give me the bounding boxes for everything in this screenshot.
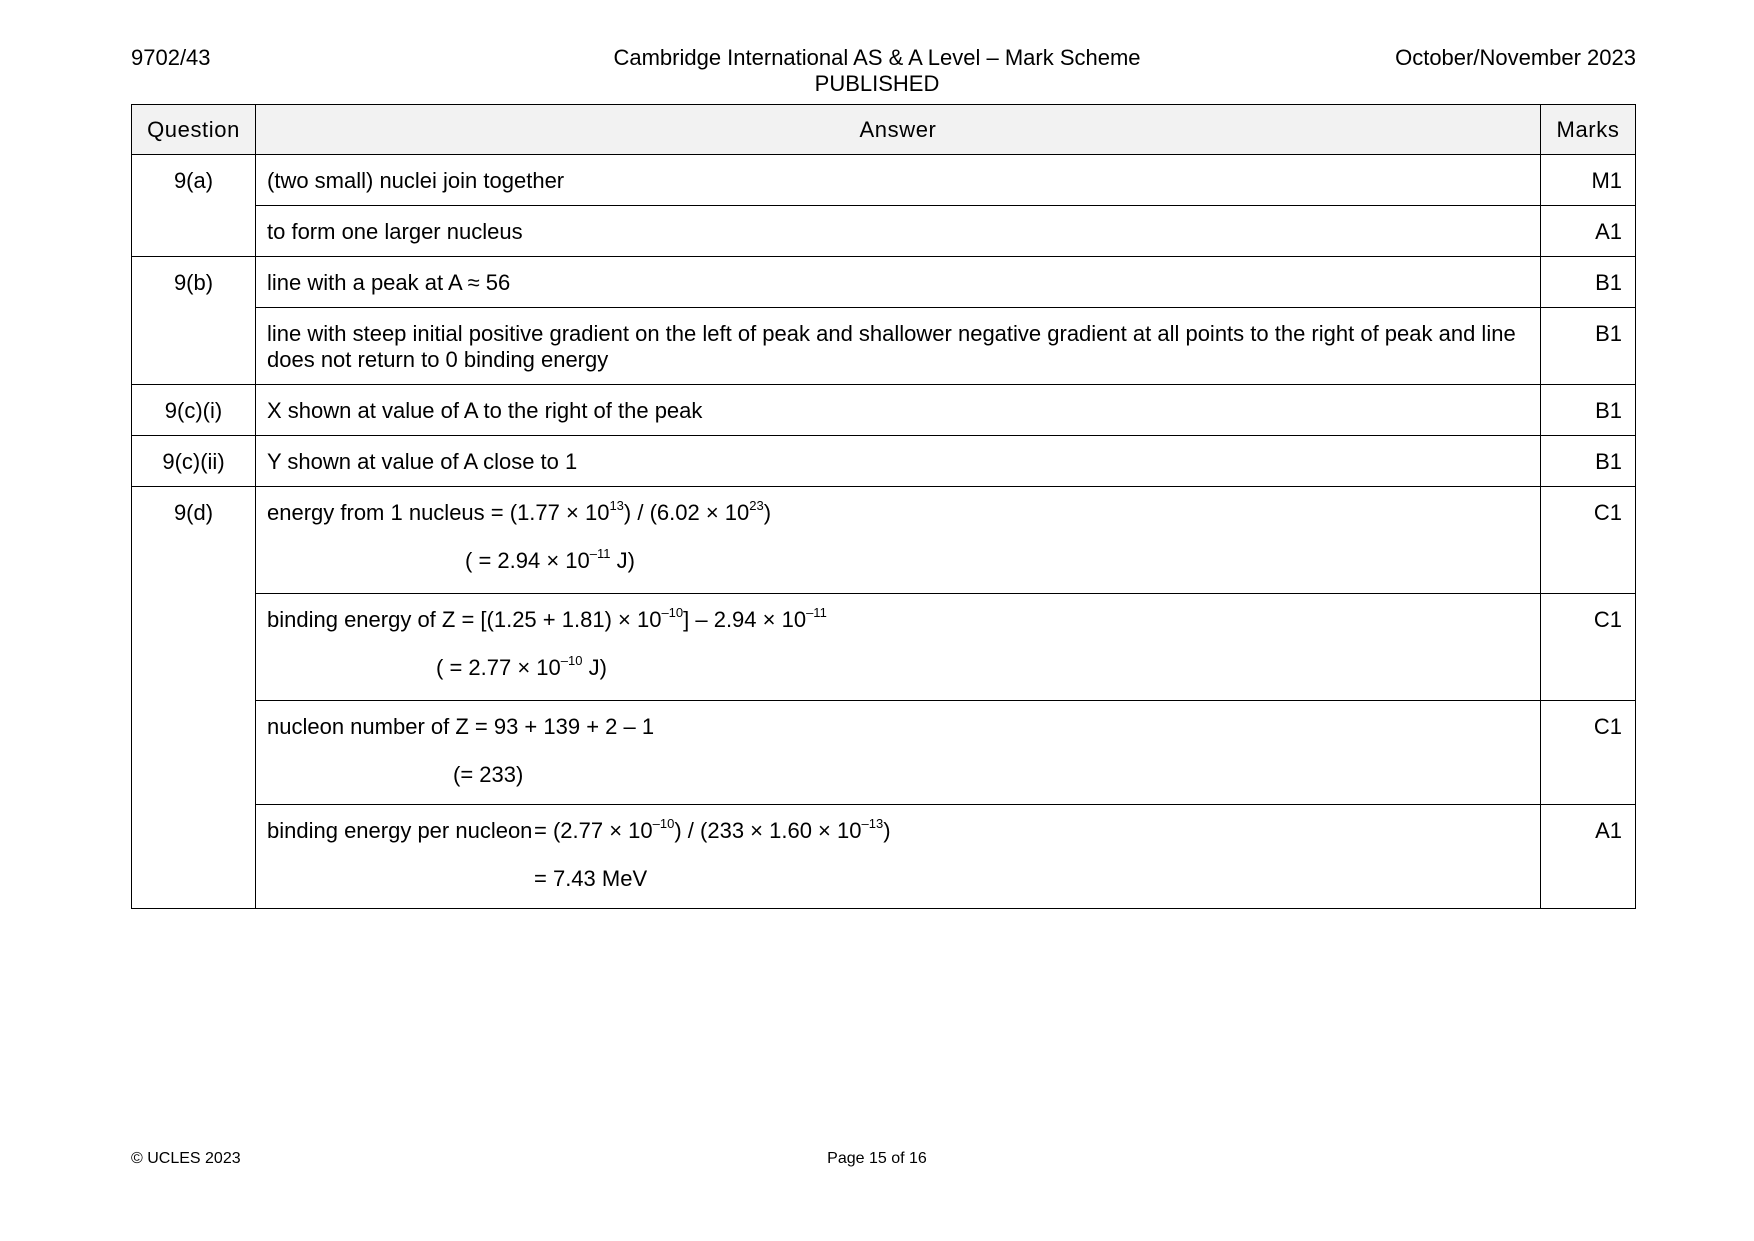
answer-part: ( = 2.94 × 10 bbox=[465, 548, 590, 573]
answer-part: ] – 2.94 × 10 bbox=[683, 607, 807, 632]
answer-part: binding energy of Z = [(1.25 + 1.81) × 10 bbox=[267, 607, 662, 632]
mark-value: M1 bbox=[1541, 155, 1636, 206]
mark-value: A1 bbox=[1541, 206, 1636, 257]
table-row bbox=[132, 594, 1636, 701]
answer-line bbox=[267, 545, 1528, 574]
answer-text: line with a peak at A ≈ 56 bbox=[256, 257, 1541, 308]
table-row bbox=[132, 206, 1636, 257]
answer-text bbox=[256, 701, 1541, 805]
mark-value: C1 bbox=[1541, 487, 1636, 594]
document-subtitle: PUBLISHED bbox=[814, 71, 940, 96]
exponent: –10 bbox=[661, 604, 684, 620]
answer-part: energy from 1 nucleus = (1.77 × 10 bbox=[267, 500, 610, 525]
mark-value: B1 bbox=[1541, 436, 1636, 487]
exponent: –10 bbox=[652, 815, 675, 831]
answer-text: line with steep initial positive gradient on the left of peak and shallower negative gradient at all points to the right of peak and line does not return to 0 binding energy bbox=[256, 308, 1541, 385]
table-header-row bbox=[132, 105, 1636, 155]
exam-session: October/November 2023 bbox=[1395, 45, 1636, 70]
copyright-notice: © UCLES 2023 bbox=[131, 1150, 241, 1167]
answer-line bbox=[267, 652, 1528, 681]
marks-header: Marks bbox=[1541, 105, 1636, 155]
answer-line: = 7.43 MeV bbox=[534, 866, 648, 891]
answer-header: Answer bbox=[256, 105, 1541, 155]
answer-part: = (2.77 × 10 bbox=[534, 818, 653, 843]
paper-code: 9702/43 bbox=[131, 45, 211, 70]
question-label: 9(b) bbox=[132, 257, 256, 385]
table-row bbox=[132, 487, 1636, 594]
table-row bbox=[132, 701, 1636, 805]
answer-part: ) bbox=[763, 500, 772, 525]
answer-line: nucleon number of Z = 93 + 139 + 2 – 1 bbox=[267, 714, 655, 739]
mark-value: C1 bbox=[1541, 701, 1636, 805]
answer-text bbox=[256, 805, 1541, 909]
exponent: 23 bbox=[749, 497, 764, 513]
answer-part: J) bbox=[582, 655, 607, 680]
answer-text: X shown at value of A to the right of the peak bbox=[256, 385, 1541, 436]
question-header: Question bbox=[132, 105, 256, 155]
exponent: –13 bbox=[861, 815, 884, 831]
answer-part: J) bbox=[610, 548, 635, 573]
mark-value: A1 bbox=[1541, 805, 1636, 909]
answer-text bbox=[256, 594, 1541, 701]
mark-scheme-table bbox=[131, 104, 1636, 909]
table-row bbox=[132, 308, 1636, 385]
question-label: 9(a) bbox=[132, 155, 256, 257]
answer-part: binding energy per nucleon bbox=[267, 818, 533, 843]
exponent: –11 bbox=[806, 604, 827, 620]
answer-part: ( = 2.77 × 10 bbox=[436, 655, 561, 680]
answer-text: Y shown at value of A close to 1 bbox=[256, 436, 1541, 487]
table-row bbox=[132, 436, 1636, 487]
answer-line bbox=[267, 497, 772, 525]
answer-part: ) / (233 × 1.60 × 10 bbox=[674, 818, 862, 843]
table-row bbox=[132, 805, 1636, 909]
exponent: 13 bbox=[609, 497, 624, 513]
exponent: –10 bbox=[560, 652, 583, 668]
answer-text: (two small) nuclei join together bbox=[256, 155, 1541, 206]
document-title-line: Cambridge International AS & A Level – Mark Scheme bbox=[613, 45, 1141, 70]
exponent: –11 bbox=[589, 545, 611, 561]
answer-text bbox=[256, 487, 1541, 594]
answer-part: ) / (6.02 × 10 bbox=[623, 500, 750, 525]
table-row bbox=[132, 257, 1636, 308]
question-label: 9(d) bbox=[132, 487, 256, 909]
answer-line bbox=[267, 815, 891, 843]
answer-line: (= 233) bbox=[453, 762, 524, 787]
answer-text: to form one larger nucleus bbox=[256, 206, 1541, 257]
question-label: 9(c)(i) bbox=[132, 385, 256, 436]
mark-value: B1 bbox=[1541, 308, 1636, 385]
page-number: Page 15 of 16 bbox=[827, 1150, 927, 1167]
answer-line bbox=[267, 604, 827, 632]
mark-value: B1 bbox=[1541, 257, 1636, 308]
question-label: 9(c)(ii) bbox=[132, 436, 256, 487]
mark-value: B1 bbox=[1541, 385, 1636, 436]
table-row bbox=[132, 155, 1636, 206]
table-row bbox=[132, 385, 1636, 436]
mark-value: C1 bbox=[1541, 594, 1636, 701]
answer-part: ) bbox=[883, 818, 891, 843]
